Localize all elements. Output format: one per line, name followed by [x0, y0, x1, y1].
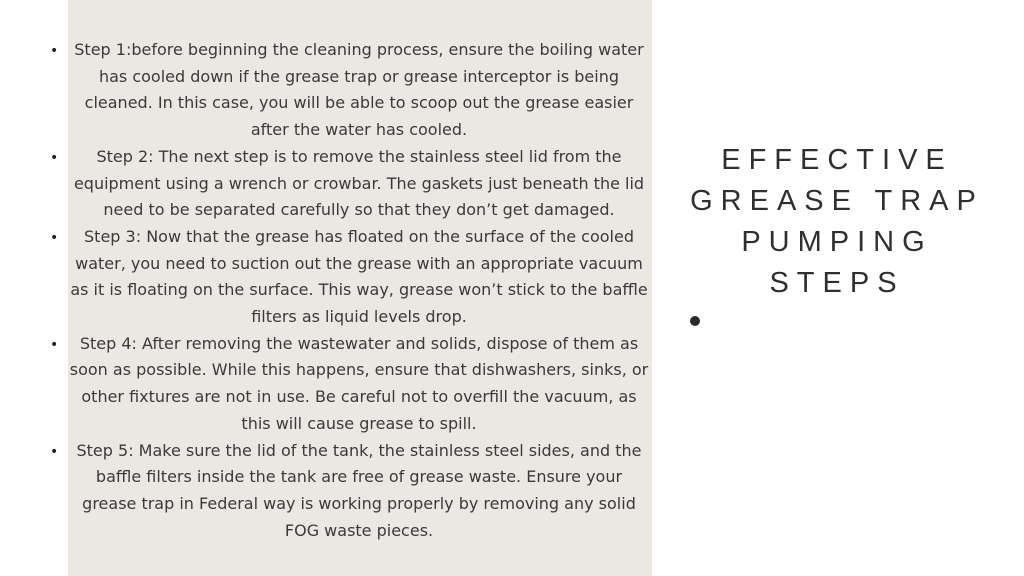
steps-list	[50, 37, 650, 544]
step-text: Step 2: The next step is to remove the stainless steel lid from the equipment using a wrench or crowbar. The gaskets just beneath the lid need to be separated carefully so that they don’t get damaged.	[73, 146, 645, 220]
bullet-icon: •	[50, 443, 59, 460]
list-item	[50, 224, 650, 331]
step-text: Step 3: Now that the grease has floated on the surface of the cooled water, you need to suction out the grease with an appropriate vacuum as it is floating on the surface. This way, grease won’t stick to the baffle filters as liquid levels drop.	[70, 226, 648, 327]
title-line: STEPS	[769, 267, 905, 299]
bullet-icon: •	[50, 43, 59, 59]
step-text: Step 5: Make sure the lid of the tank, the stainless steel sides, and the baffle filters inside the tank are free of grease waste. Ensure your grease trap in Federal way is working properly by removing any solid FOG waste pieces.	[76, 440, 642, 540]
step-text: Step 1:before beginning the cleaning process, ensure the boiling water has cooled down if the grease trap or grease interceptor is being cleaned. In this case, you will be able to scoop out the grease easier after the water has cooled.	[74, 40, 644, 140]
list-item	[50, 37, 650, 144]
title-line: EFFECTIVE	[721, 144, 953, 176]
title-line: PUMPING	[741, 226, 933, 258]
bullet-icon: •	[50, 336, 59, 353]
empty-bullet-icon	[690, 316, 700, 326]
list-item	[50, 144, 650, 224]
step-text: Step 4: After removing the wastewater and solids, dispose of them as soon as possible. While this happens, ensure that dishwashers, sinks, or other fixtures are not in use. Be careful not to overfill the vacuum, as this will cause grease to spill.	[69, 333, 649, 433]
list-item	[50, 438, 650, 545]
list-item	[50, 331, 650, 438]
slide-title	[672, 140, 1002, 304]
bullet-icon: •	[50, 149, 59, 166]
title-line: GREASE TRAP	[690, 185, 984, 217]
bullet-icon: •	[50, 229, 59, 246]
